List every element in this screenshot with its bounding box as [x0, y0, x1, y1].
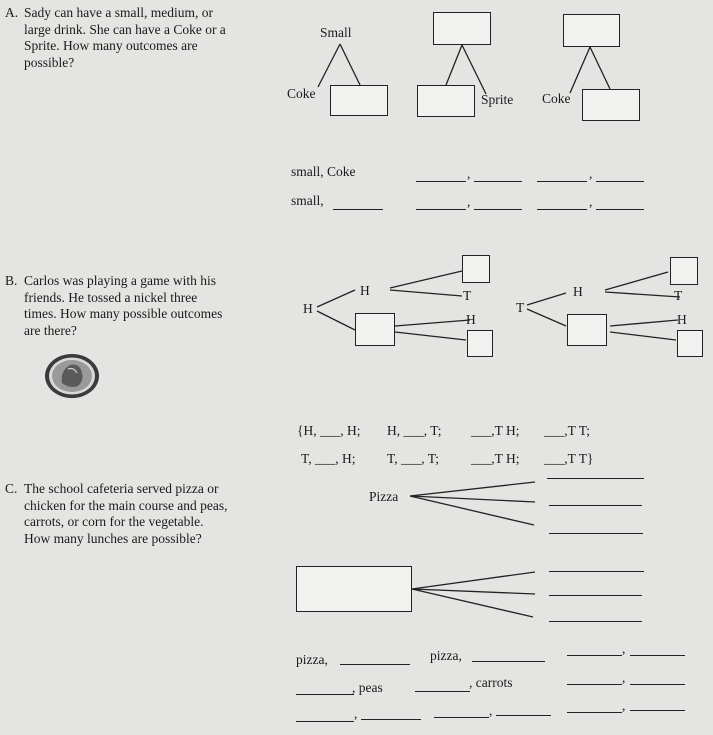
- answer-c-blank[interactable]: [415, 691, 470, 692]
- answer-c-blank[interactable]: [567, 684, 622, 685]
- answer-c-blank[interactable]: [630, 655, 685, 656]
- tree-c-answer-blank[interactable]: [549, 571, 644, 572]
- answer-c-blank[interactable]: [434, 717, 489, 718]
- comma: ,: [589, 166, 593, 181]
- problem-b-letter: B.: [5, 273, 18, 288]
- problem-a-line-4: possible?: [24, 54, 75, 70]
- problem-c-letter: C.: [5, 481, 18, 496]
- outcome-b-r1-2: H, ___, T;: [387, 423, 442, 438]
- answer-c-blank[interactable]: [361, 719, 421, 720]
- tree-c-answer-blank[interactable]: [549, 595, 642, 596]
- tree-b-h-bottom: H: [466, 312, 476, 327]
- answer-c-blank[interactable]: [296, 694, 354, 695]
- problem-a-line-2: large drink. She can have a Coke or a: [24, 21, 226, 37]
- tree-b-t-top: T: [463, 288, 472, 303]
- tree-b-h-root: H: [303, 301, 313, 316]
- answer-a-row2-label: small,: [291, 193, 324, 208]
- problem-b-line-1: Carlos was playing a game with his: [24, 273, 216, 288]
- answer-c-r1-label-2: pizza,: [430, 648, 462, 663]
- tree-c-answer-blank[interactable]: [549, 533, 643, 534]
- answer-c-blank[interactable]: [630, 684, 685, 685]
- problem-c-line-3: carrots, or corn for the vegetable.: [24, 514, 204, 529]
- outcome-b-r2-3: ___,T H;: [471, 451, 520, 466]
- tree-a-coke-label-1: Coke: [287, 86, 316, 101]
- answer-c-blank[interactable]: [472, 661, 545, 662]
- tree-c-answer-blank[interactable]: [549, 621, 642, 622]
- comma: ,: [622, 641, 626, 656]
- outcome-b-r1-1: {H, ___, H;: [297, 423, 361, 438]
- problem-c-line-1: The school cafeteria served pizza or: [24, 481, 219, 496]
- tree-b-t-top-2: T: [674, 288, 683, 303]
- answer-c-blank[interactable]: [567, 712, 622, 713]
- answer-a-row1-label: small, Coke: [291, 164, 356, 179]
- problem-b-line-3: times. How many possible outcomes: [24, 306, 223, 321]
- answer-c-blank[interactable]: [630, 710, 685, 711]
- problem-c-line-2: chicken for the main course and peas,: [24, 497, 228, 513]
- tree-c-answer-blank[interactable]: [547, 478, 644, 479]
- answer-c-r1-label-1: pizza,: [296, 652, 328, 667]
- answer-c-blank[interactable]: [340, 664, 410, 665]
- tree-a-coke-label-2: Coke: [542, 91, 571, 106]
- problem-a-letter: A.: [5, 5, 19, 20]
- answer-c-r2-label-1: , peas: [352, 680, 383, 695]
- comma: ,: [622, 698, 626, 713]
- comma: ,: [467, 194, 471, 209]
- answer-c-blank[interactable]: [496, 715, 551, 716]
- outcome-b-r1-4: ___,T T;: [544, 423, 591, 438]
- outcome-b-r2-2: T, ___, T;: [387, 451, 440, 466]
- comma: ,: [589, 194, 593, 209]
- tree-b-t-root: T: [516, 300, 525, 315]
- tree-c-answer-blank[interactable]: [549, 505, 642, 506]
- problem-b-line-2: friends. He tossed a nickel three: [24, 289, 198, 305]
- answer-c-blank[interactable]: [567, 655, 622, 656]
- tree-c-answer-box[interactable]: [296, 566, 412, 612]
- tree-b-h-mid: H: [360, 283, 370, 298]
- comma: ,: [622, 670, 626, 685]
- answer-c-r2-label-2: , carrots: [469, 675, 513, 690]
- tree-b-h-bottom-2: H: [677, 312, 687, 327]
- outcome-b-r2-1: T, ___, H;: [301, 451, 356, 466]
- problem-c-line-4: How many lunches are possible?: [24, 530, 202, 546]
- tree-c-pizza-label: Pizza: [369, 489, 399, 504]
- outcome-b-r1-3: ___,T H;: [471, 423, 520, 438]
- tree-a-small-label: Small: [320, 25, 352, 40]
- problem-a-line-1: Sady can have a small, medium, or: [24, 5, 213, 20]
- comma: ,: [467, 166, 471, 181]
- problem-a-line-3: Sprite. How many outcomes are: [24, 38, 198, 53]
- problem-b-line-4: are there?: [24, 322, 77, 338]
- tree-b-h-mid-2: H: [573, 284, 583, 299]
- comma: ,: [489, 703, 493, 718]
- outcome-b-r2-4: ___,T T}: [544, 451, 594, 466]
- comma: ,: [354, 706, 358, 721]
- answer-c-blank[interactable]: [296, 721, 354, 722]
- tree-a-sprite-label: Sprite: [481, 92, 514, 107]
